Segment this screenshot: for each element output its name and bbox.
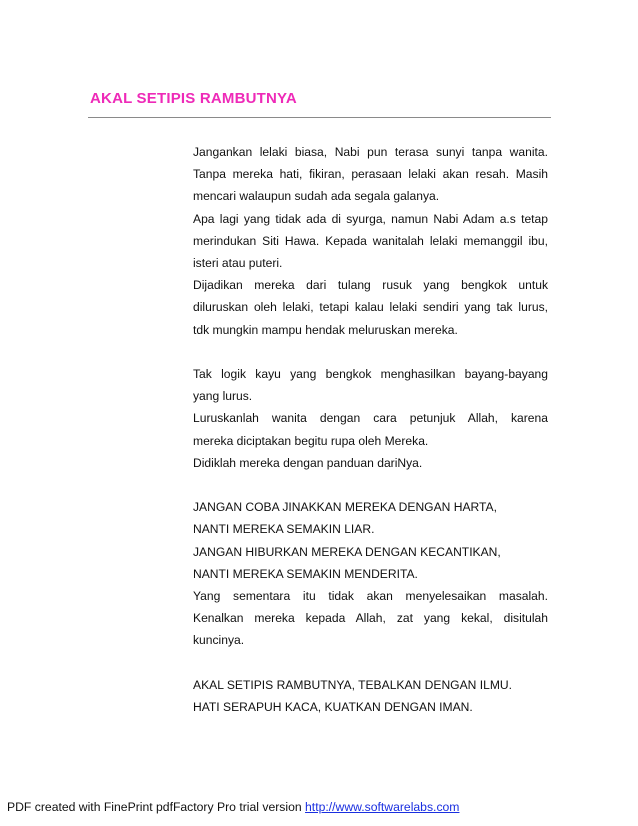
paragraph-gap	[193, 341, 548, 363]
text-line: isteri atau puteri.	[193, 256, 283, 271]
footer-text: PDF created with FinePrint pdfFactory Pro trial version	[7, 800, 306, 814]
paragraph-2	[193, 363, 548, 474]
paragraph-3	[193, 496, 548, 651]
text-line: mencari walaupun sudah ada segala galanya.	[193, 189, 440, 204]
text-line: Yang sementara itu tidak akan menyelesaikan masalah.	[193, 589, 548, 604]
text-line: Luruskanlah wanita dengan cara petunjuk Allah, karena	[193, 411, 548, 426]
pdf-footer	[7, 800, 459, 814]
paragraph-gap	[193, 474, 548, 496]
text-line: HATI SERAPUH KACA, KUATKAN DENGAN IMAN.	[193, 700, 473, 715]
text-line: Dijadikan mereka dari tulang rusuk yang bengkok untuk	[193, 278, 548, 293]
text-line: NANTI MEREKA SEMAKIN LIAR.	[193, 522, 375, 537]
text-line: tdk mungkin mampu hendak meluruskan mereka.	[193, 322, 458, 337]
text-line: Didiklah mereka dengan panduan dariNya.	[193, 455, 423, 470]
text-line: merindukan Siti Hawa. Kepada wanitalah lelaki memanggil ibu,	[193, 233, 548, 248]
paragraph-1	[193, 141, 548, 341]
text-line: NANTI MEREKA SEMAKIN MENDERITA.	[193, 566, 418, 581]
text-line: mereka diciptakan begitu rupa oleh Mereka.	[193, 433, 429, 448]
document-title: AKAL SETIPIS RAMBUTNYA	[90, 90, 297, 107]
text-line: Kenalkan mereka kepada Allah, zat yang kekal, disitulah	[193, 611, 548, 626]
paragraph-4	[193, 674, 548, 718]
text-line: AKAL SETIPIS RAMBUTNYA, TEBALKAN DENGAN ILMU.	[193, 677, 512, 692]
paragraph-gap	[193, 652, 548, 674]
text-line: JANGAN HIBURKAN MEREKA DENGAN KECANTIKAN,	[193, 544, 501, 559]
text-line: Tanpa mereka hati, fikiran, perasaan lelaki akan resah. Masih	[193, 167, 548, 182]
text-line: yang lurus.	[193, 389, 253, 404]
text-line: JANGAN COBA JINAKKAN MEREKA DENGAN HARTA,	[193, 500, 497, 515]
text-line: Apa lagi yang tidak ada di syurga, namun Nabi Adam a.s tetap	[193, 211, 548, 226]
text-line: Tak logik kayu yang bengkok menghasilkan bayang-bayang	[193, 367, 548, 382]
text-line: Jangankan lelaki biasa, Nabi pun terasa sunyi tanpa wanita.	[193, 145, 548, 159]
document-body	[193, 141, 548, 718]
text-line: diluruskan oleh lelaki, tetapi kalau lelaki sendiri yang tak lurus,	[193, 300, 548, 315]
footer-link[interactable]: http://www.softwarelabs.com	[305, 800, 460, 814]
text-line: kuncinya.	[193, 633, 245, 648]
title-divider	[88, 117, 551, 118]
